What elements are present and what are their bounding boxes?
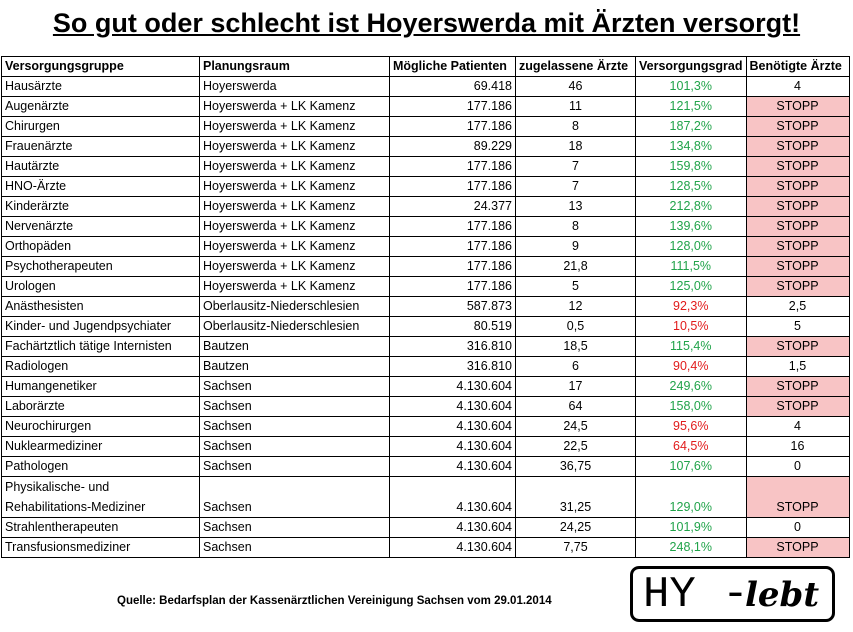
cell-zugelassene-aerzte: 13 [516,197,636,217]
cell-planungsraum: Sachsen [200,437,390,457]
cell-versorgungsgrad: 134,8% [636,137,747,157]
header-zugelassene-aerzte: zugelassene Ärzte [516,57,636,77]
cell-moegliche-patienten: 316.810 [390,357,516,377]
cell-moegliche-patienten: 177.186 [390,217,516,237]
versorgung-table [1,56,850,558]
cell-benoetigte-aerzte: 1,5 [746,357,849,377]
table-row [2,177,850,197]
cell-zugelassene-aerzte: 31,25 [516,477,636,518]
cell-planungsraum: Hoyerswerda + LK Kamenz [200,117,390,137]
cell-zugelassene-aerzte: 5 [516,277,636,297]
cell-moegliche-patienten: 316.810 [390,337,516,357]
cell-planungsraum: Bautzen [200,337,390,357]
cell-versorgungsgrad: 10,5% [636,317,747,337]
cell-moegliche-patienten: 4.130.604 [390,477,516,518]
cell-versorgungsgrad: 64,5% [636,437,747,457]
cell-planungsraum: Sachsen [200,417,390,437]
cell-versorgungsgrad: 139,6% [636,217,747,237]
table-row [2,457,850,477]
cell-versorgungsgrad: 101,9% [636,518,747,538]
cell-benoetigte-aerzte: STOPP [746,538,849,558]
header-versorgungsgrad: Versorgungsgrad [636,57,747,77]
cell-planungsraum: Hoyerswerda + LK Kamenz [200,177,390,197]
header-moegliche-patienten: Mögliche Patienten [390,57,516,77]
cell-versorgungsgruppe: Augenärzte [2,97,200,117]
logo-lebt-text: lebt [745,575,820,615]
cell-benoetigte-aerzte: 4 [746,417,849,437]
cell-versorgungsgruppe: Kinder- und Jugendpsychiater [2,317,200,337]
table-row [2,357,850,377]
cell-versorgungsgrad: 92,3% [636,297,747,317]
cell-versorgungsgruppe: Anästhesisten [2,297,200,317]
cell-benoetigte-aerzte: STOPP [746,377,849,397]
cell-versorgungsgruppe: Nervenärzte [2,217,200,237]
cell-benoetigte-aerzte: 4 [746,77,849,97]
table-row [2,277,850,297]
cell-planungsraum: Sachsen [200,457,390,477]
cell-planungsraum: Hoyerswerda + LK Kamenz [200,137,390,157]
cell-moegliche-patienten: 177.186 [390,277,516,297]
table-row [2,97,850,117]
cell-zugelassene-aerzte: 7 [516,177,636,197]
cell-versorgungsgruppe: Humangenetiker [2,377,200,397]
cell-versorgungsgruppe: Nuklearmediziner [2,437,200,457]
cell-moegliche-patienten: 4.130.604 [390,397,516,417]
cell-versorgungsgruppe: Orthopäden [2,237,200,257]
cell-moegliche-patienten: 69.418 [390,77,516,97]
cell-versorgungsgruppe: Pathologen [2,457,200,477]
cell-zugelassene-aerzte: 8 [516,117,636,137]
cell-zugelassene-aerzte: 18 [516,137,636,157]
cell-zugelassene-aerzte: 46 [516,77,636,97]
cell-moegliche-patienten: 4.130.604 [390,518,516,538]
cell-versorgungsgrad: 187,2% [636,117,747,137]
cell-zugelassene-aerzte: 21,8 [516,257,636,277]
cell-versorgungsgruppe: Frauenärzte [2,137,200,157]
cell-planungsraum: Hoyerswerda + LK Kamenz [200,237,390,257]
table-body [2,77,850,558]
table-row [2,397,850,417]
cell-planungsraum: Sachsen [200,538,390,558]
cell-versorgungsgrad: 90,4% [636,357,747,377]
cell-planungsraum: Sachsen [200,477,390,518]
cell-moegliche-patienten: 177.186 [390,117,516,137]
cell-benoetigte-aerzte: STOPP [746,177,849,197]
cell-versorgungsgruppe: Kinderärzte [2,197,200,217]
cell-benoetigte-aerzte: 0 [746,518,849,538]
header-benoetigte-aerzte: Benötigte Ärzte [746,57,849,77]
cell-zugelassene-aerzte: 7,75 [516,538,636,558]
table-header-row [2,57,850,77]
cell-zugelassene-aerzte: 64 [516,397,636,417]
cell-benoetigte-aerzte: STOPP [746,157,849,177]
cell-versorgungsgrad: 129,0% [636,477,747,518]
logo-hy-text: HY - [643,570,749,620]
table-row [2,317,850,337]
table-row [2,477,850,518]
cell-benoetigte-aerzte: 0 [746,457,849,477]
cell-versorgungsgruppe: Psychotherapeuten [2,257,200,277]
cell-versorgungsgrad: 121,5% [636,97,747,117]
cell-versorgungsgrad: 95,6% [636,417,747,437]
cell-planungsraum: Hoyerswerda + LK Kamenz [200,277,390,297]
cell-planungsraum: Oberlausitz-Niederschlesien [200,317,390,337]
cell-versorgungsgruppe: HNO-Ärzte [2,177,200,197]
cell-versorgungsgrad: 249,6% [636,377,747,397]
cell-moegliche-patienten: 24.377 [390,197,516,217]
cell-versorgungsgruppe: Fachärtztlich tätige Internisten [2,337,200,357]
cell-zugelassene-aerzte: 24,5 [516,417,636,437]
cell-zugelassene-aerzte: 9 [516,237,636,257]
cell-moegliche-patienten: 4.130.604 [390,437,516,457]
table-row [2,137,850,157]
cell-planungsraum: Bautzen [200,357,390,377]
cell-benoetigte-aerzte: STOPP [746,137,849,157]
cell-planungsraum: Hoyerswerda + LK Kamenz [200,257,390,277]
cell-benoetigte-aerzte: 2,5 [746,297,849,317]
cell-benoetigte-aerzte: 5 [746,317,849,337]
cell-moegliche-patienten: 4.130.604 [390,457,516,477]
cell-benoetigte-aerzte: STOPP [746,97,849,117]
cell-moegliche-patienten: 177.186 [390,177,516,197]
cell-versorgungsgruppe: Transfusionsmediziner [2,538,200,558]
source-note: Quelle: Bedarfsplan der Kassenärztlichen Vereinigung Sachsen vom 29.01.2014 [117,595,552,607]
cell-benoetigte-aerzte: STOPP [746,337,849,357]
cell-versorgungsgrad: 115,4% [636,337,747,357]
hy-lebt-logo [630,566,835,622]
cell-moegliche-patienten: 177.186 [390,237,516,257]
cell-planungsraum: Sachsen [200,377,390,397]
cell-versorgungsgruppe: Hausärzte [2,77,200,97]
table-row [2,377,850,397]
cell-planungsraum: Hoyerswerda [200,77,390,97]
cell-benoetigte-aerzte: STOPP [746,257,849,277]
table-row [2,337,850,357]
cell-moegliche-patienten: 177.186 [390,97,516,117]
cell-versorgungsgrad: 107,6% [636,457,747,477]
cell-moegliche-patienten: 4.130.604 [390,538,516,558]
cell-zugelassene-aerzte: 17 [516,377,636,397]
cell-versorgungsgruppe: Hautärzte [2,157,200,177]
table-row [2,518,850,538]
table-row [2,437,850,457]
cell-zugelassene-aerzte: 12 [516,297,636,317]
cell-moegliche-patienten: 4.130.604 [390,417,516,437]
table-row [2,217,850,237]
cell-versorgungsgrad: 159,8% [636,157,747,177]
cell-zugelassene-aerzte: 36,75 [516,457,636,477]
header-planungsraum: Planungsraum [200,57,390,77]
cell-versorgungsgrad: 248,1% [636,538,747,558]
cell-versorgungsgruppe: Neurochirurgen [2,417,200,437]
cell-versorgungsgruppe: Chirurgen [2,117,200,137]
cell-planungsraum: Hoyerswerda + LK Kamenz [200,157,390,177]
cell-zugelassene-aerzte: 0,5 [516,317,636,337]
cell-planungsraum: Hoyerswerda + LK Kamenz [200,97,390,117]
cell-versorgungsgruppe: Laborärzte [2,397,200,417]
cell-zugelassene-aerzte: 18,5 [516,337,636,357]
cell-versorgungsgruppe: Urologen [2,277,200,297]
cell-versorgungsgrad: 125,0% [636,277,747,297]
table-row [2,117,850,137]
cell-versorgungsgrad: 128,5% [636,177,747,197]
table-row [2,297,850,317]
cell-moegliche-patienten: 4.130.604 [390,377,516,397]
table-row [2,77,850,97]
cell-planungsraum: Hoyerswerda + LK Kamenz [200,217,390,237]
cell-zugelassene-aerzte: 8 [516,217,636,237]
cell-planungsraum: Sachsen [200,518,390,538]
cell-zugelassene-aerzte: 22,5 [516,437,636,457]
cell-zugelassene-aerzte: 7 [516,157,636,177]
cell-benoetigte-aerzte: STOPP [746,237,849,257]
table-row [2,538,850,558]
cell-versorgungsgrad: 128,0% [636,237,747,257]
cell-versorgungsgruppe: Strahlentherapeuten [2,518,200,538]
table-row [2,417,850,437]
cell-moegliche-patienten: 177.186 [390,257,516,277]
header-versorgungsgruppe: Versorgungsgruppe [2,57,200,77]
cell-planungsraum: Oberlausitz-Niederschlesien [200,297,390,317]
cell-benoetigte-aerzte: STOPP [746,217,849,237]
cell-benoetigte-aerzte: STOPP [746,197,849,217]
cell-benoetigte-aerzte: STOPP [746,117,849,137]
cell-versorgungsgruppe: Radiologen [2,357,200,377]
cell-moegliche-patienten: 587.873 [390,297,516,317]
table-row [2,197,850,217]
cell-benoetigte-aerzte: 16 [746,437,849,457]
cell-benoetigte-aerzte: STOPP [746,397,849,417]
page-title: So gut oder schlecht ist Hoyerswerda mit Ärzten versorgt! [52,8,801,38]
cell-versorgungsgrad: 212,8% [636,197,747,217]
cell-moegliche-patienten: 177.186 [390,157,516,177]
table-row [2,237,850,257]
cell-versorgungsgrad: 101,3% [636,77,747,97]
table-row [2,257,850,277]
cell-zugelassene-aerzte: 11 [516,97,636,117]
cell-zugelassene-aerzte: 6 [516,357,636,377]
table-row [2,157,850,177]
cell-moegliche-patienten: 80.519 [390,317,516,337]
cell-versorgungsgruppe: Physikalische- und Rehabilitations-Mediziner [2,477,200,518]
cell-benoetigte-aerzte: STOPP [746,277,849,297]
cell-benoetigte-aerzte: STOPP [746,477,849,518]
cell-planungsraum: Hoyerswerda + LK Kamenz [200,197,390,217]
cell-versorgungsgrad: 158,0% [636,397,747,417]
cell-moegliche-patienten: 89.229 [390,137,516,157]
cell-zugelassene-aerzte: 24,25 [516,518,636,538]
cell-versorgungsgrad: 111,5% [636,257,747,277]
cell-planungsraum: Sachsen [200,397,390,417]
